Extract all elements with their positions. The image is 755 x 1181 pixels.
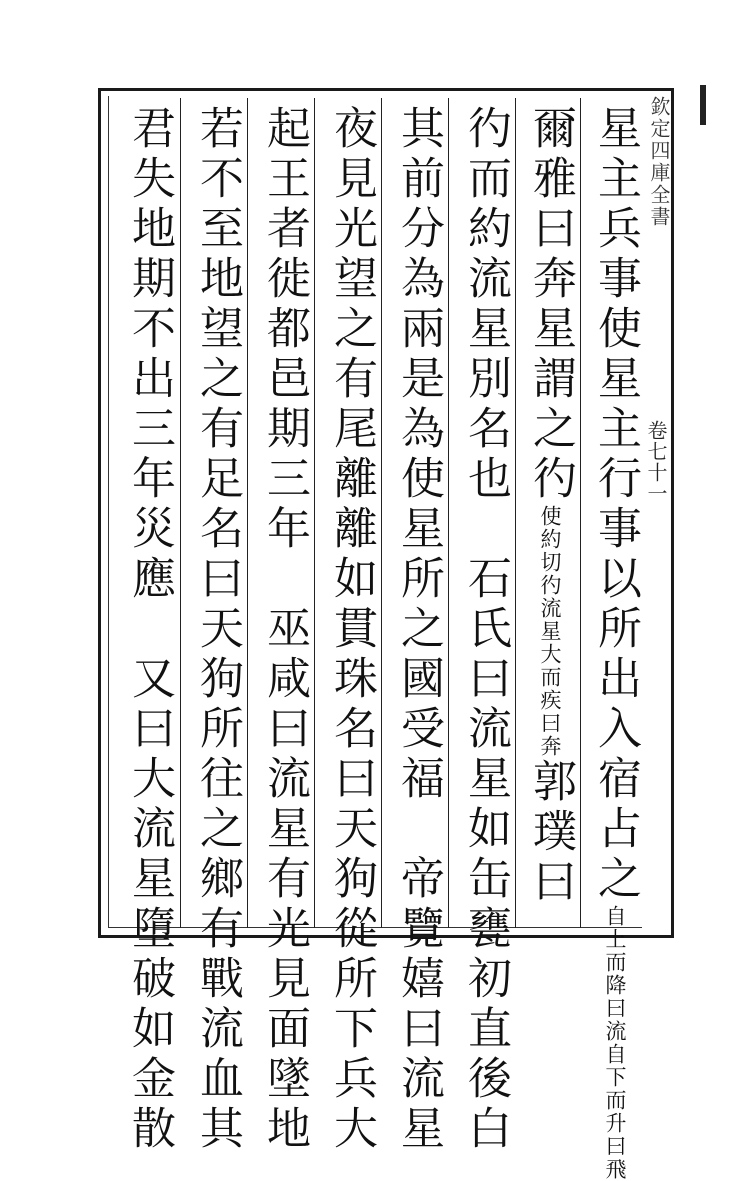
column-text: 爾雅曰奔星謂之彴 (525, 105, 576, 505)
column-text: 彴而約流星別名也 石氏曰流星如缶甕初直後白 (460, 105, 511, 1155)
column-rule (314, 98, 315, 928)
edge-mark (700, 85, 706, 125)
text-column-8 (116, 105, 176, 1155)
column-text: 若不至地望之有足名曰天狗所往之鄉有戰流血其 (192, 105, 243, 1155)
text-column-3 (454, 105, 512, 1155)
text-column-6 (253, 105, 311, 1155)
column-text: 夜見光望之有尾離離如貫珠名曰天狗從所下兵大 (326, 105, 377, 1155)
column-text: 君失地期不出三年災應 又曰大流星墮破如金散 (124, 105, 175, 1155)
gutter-volume: 卷七十一 (644, 420, 668, 504)
text-column-5 (320, 105, 378, 1155)
column-note: 自上而降曰流自下而升曰飛 (603, 905, 627, 1181)
gutter-title: 欽定四庫全書 (647, 96, 671, 228)
text-column-7 (186, 105, 244, 1155)
column-rule (448, 98, 449, 928)
text-column-1 (586, 105, 642, 1181)
column-rule (180, 98, 181, 928)
column-rule (381, 98, 382, 928)
column-note: 使約切 (538, 505, 562, 574)
text-column-4 (387, 105, 445, 1155)
column-rule (515, 98, 516, 928)
column-text: 星主兵事使星主行事以所出入宿占之 (590, 105, 641, 905)
column-text: 起王者徙都邑期三年 巫咸曰流星有光見面墜地 (259, 105, 310, 1155)
column-text: 郭璞曰 (525, 758, 576, 908)
text-column-2 (521, 105, 577, 920)
column-text: 其前分為兩是為使星所之國受福 帝覽嬉曰流星 (393, 105, 444, 1155)
column-rule (580, 98, 581, 928)
column-rule (247, 98, 248, 928)
column-note: 彴流星大而疾曰奔 (538, 574, 562, 758)
